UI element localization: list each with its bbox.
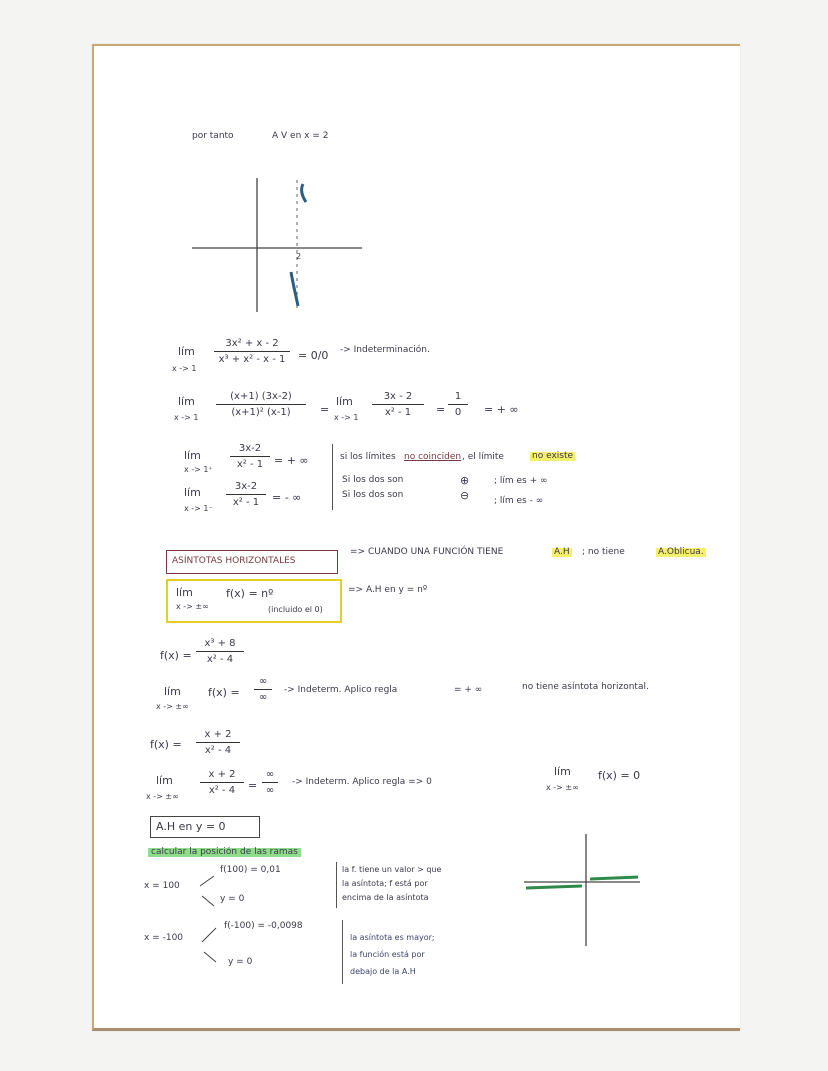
ex1-inf-fraction bbox=[254, 675, 272, 704]
lim2-lim: lím bbox=[178, 395, 195, 408]
ex2-eq: = bbox=[248, 779, 258, 792]
ex2-lden: x² - 4 bbox=[208, 785, 236, 796]
lim2-eq-b: = bbox=[436, 403, 446, 416]
ex2-den: x² - 4 bbox=[204, 745, 232, 756]
ex2-sub: x -> ±∞ bbox=[146, 792, 179, 801]
lim3-minus-lim: lím bbox=[184, 486, 201, 499]
lim2-fraction bbox=[216, 390, 306, 419]
lim1-den: x³ + x² - x - 1 bbox=[218, 354, 286, 365]
horizontal-aoblicua: A.Oblicua. bbox=[658, 547, 704, 557]
lim3-minus-num: 3x-2 bbox=[234, 481, 258, 492]
lim1-note: -> Indeterminación. bbox=[340, 345, 430, 355]
ex2-inf-fraction bbox=[262, 768, 278, 797]
lim3-note-c: , el límite bbox=[462, 452, 504, 462]
lim3-line3-c: ; lím es - ∞ bbox=[494, 496, 544, 506]
lim3-line3-a: Si los dos son bbox=[342, 490, 404, 500]
lim2-result: = + ∞ bbox=[484, 403, 519, 416]
lim1-sub: x -> 1 bbox=[172, 364, 197, 373]
box-note: (incluido el 0) bbox=[268, 605, 323, 614]
lim3-plus-lim: lím bbox=[184, 449, 201, 462]
axis-tick-label: 2 bbox=[296, 252, 302, 261]
lim3-minus-result: = - ∞ bbox=[272, 491, 302, 504]
ex2-f: f(x) = bbox=[150, 738, 182, 751]
vertical-asymptote-text: A V en x = 2 bbox=[272, 131, 329, 141]
ex2-ah: A.H en y = 0 bbox=[156, 820, 226, 833]
lim2-sub: x -> 1 bbox=[174, 413, 199, 422]
lim2-num: (x+1) (3x-2) bbox=[230, 391, 292, 402]
right-branch bbox=[590, 877, 638, 879]
lim2-eq: = bbox=[320, 403, 330, 416]
ex2-lim-r: lím bbox=[554, 765, 571, 778]
ex1-f: f(x) = bbox=[160, 649, 192, 662]
ex1-inf-den: ∞ bbox=[258, 692, 268, 703]
lim3-line2-c: ; lím es + ∞ bbox=[494, 476, 548, 486]
ex1-lim: lím bbox=[164, 685, 181, 698]
lim2-den-b: x² - 1 bbox=[384, 407, 412, 418]
lower-branch bbox=[291, 272, 298, 306]
ex1-note: -> Indeterm. Aplico regla bbox=[284, 685, 398, 695]
lim1-result: = 0/0 bbox=[298, 349, 329, 362]
ex2-fx-r: f(x) = 0 bbox=[598, 769, 641, 782]
ex2-lim: lím bbox=[156, 774, 173, 787]
horizontal-ah: A.H bbox=[554, 547, 570, 557]
por-tanto-text: por tanto bbox=[192, 131, 234, 141]
lim3-note-a: si los límites bbox=[340, 452, 396, 462]
lim3-plus-sub: x -> 1⁺ bbox=[184, 465, 213, 474]
ex1-den: x² - 4 bbox=[206, 654, 234, 665]
box-lim: lím bbox=[176, 586, 193, 599]
lim3-divider bbox=[332, 444, 333, 510]
lim3-plus-num: 3x-2 bbox=[238, 443, 262, 454]
lim2-fraction-c bbox=[448, 390, 468, 419]
lim3-plus-result: = + ∞ bbox=[274, 454, 309, 467]
lim2-num-b: 3x - 2 bbox=[383, 391, 413, 402]
lim3-minus-sub: x -> 1⁻ bbox=[184, 504, 213, 513]
pos-y1: y = 0 bbox=[220, 894, 245, 904]
pos-y2: y = 0 bbox=[228, 957, 253, 967]
horizontal-semicolon: ; no tiene bbox=[582, 547, 625, 557]
pos-x2: x = -100 bbox=[144, 933, 184, 943]
ex2-inf-den: ∞ bbox=[265, 785, 275, 796]
ex2-inf-num: ∞ bbox=[265, 769, 275, 780]
ex1-result: = + ∞ bbox=[454, 685, 483, 695]
horizontal-arrow-note: => CUANDO UNA FUNCIÓN TIENE bbox=[350, 547, 504, 557]
box-sub: x -> ±∞ bbox=[176, 602, 209, 611]
pos-f2: f(-100) = -0,0098 bbox=[224, 921, 303, 931]
pos-note1-c: encima de la asíntota bbox=[342, 893, 429, 902]
ex1-sub: x -> ±∞ bbox=[156, 702, 189, 711]
ex2-fraction bbox=[196, 728, 240, 757]
box-result: => A.H en y = nº bbox=[348, 585, 428, 595]
position-title: calcular la posición de las ramas bbox=[148, 848, 301, 857]
lim3-minus-den: x² - 1 bbox=[232, 497, 260, 508]
lim3-minus-fraction bbox=[226, 480, 266, 509]
box-f: f(x) = nº bbox=[226, 587, 274, 600]
lim2-num-c: 1 bbox=[454, 391, 462, 402]
lim2-sub-b: x -> 1 bbox=[334, 413, 359, 422]
lim2-fraction-b bbox=[372, 390, 424, 419]
ex2-num: x + 2 bbox=[204, 729, 232, 740]
lim3-plus-den: x² - 1 bbox=[236, 459, 264, 470]
lim1-fraction bbox=[214, 337, 290, 366]
pos-note1-a: la f. tiene un valor > que bbox=[342, 865, 442, 874]
ex2-lfraction bbox=[200, 768, 244, 797]
horizontal-title: ASÍNTOTAS HORIZONTALES bbox=[172, 556, 296, 566]
lim2-den: (x+1)² (x-1) bbox=[231, 407, 291, 418]
lim3-note-b: no coinciden bbox=[404, 452, 462, 462]
minus-circle-icon: ⊖ bbox=[460, 489, 470, 502]
ex2-sub-r: x -> ±∞ bbox=[546, 783, 579, 792]
lim3-plus-fraction bbox=[230, 442, 270, 471]
pos-divider-1 bbox=[336, 862, 337, 908]
horizontal-asymptote-graph bbox=[516, 830, 646, 950]
left-branch bbox=[526, 886, 582, 888]
pos-note2-b: la función está por bbox=[350, 950, 425, 959]
lim3-line2-a: Si los dos son bbox=[342, 475, 404, 485]
ex1-num: x³ + 8 bbox=[204, 638, 236, 649]
ex1-fx: f(x) = bbox=[208, 686, 240, 699]
lim1-lim: lím bbox=[178, 345, 195, 358]
vertical-asymptote-graph bbox=[190, 172, 370, 317]
lim2-den-c: 0 bbox=[454, 407, 462, 418]
ex1-fraction bbox=[196, 637, 244, 666]
pos-note2-a: la asíntota es mayor; bbox=[350, 933, 435, 942]
lim2-lim-b: lím bbox=[336, 395, 353, 408]
pos-divider-2 bbox=[342, 920, 343, 984]
pos-note2-c: debajo de la A.H bbox=[350, 967, 416, 976]
lim3-note-d: no existe bbox=[532, 451, 574, 461]
pos-f1: f(100) = 0,01 bbox=[220, 865, 281, 875]
plus-circle-icon: ⊕ bbox=[460, 474, 470, 487]
ex1-conclusion: no tiene asíntota horizontal. bbox=[522, 682, 649, 692]
ex2-note: -> Indeterm. Aplico regla => 0 bbox=[292, 777, 432, 787]
pos-note1-b: la asíntota; f está por bbox=[342, 879, 428, 888]
pos-x1: x = 100 bbox=[144, 881, 180, 891]
ex1-inf-num: ∞ bbox=[258, 676, 268, 687]
upper-branch bbox=[302, 184, 306, 202]
ex2-lnum: x + 2 bbox=[208, 769, 236, 780]
lim1-num: 3x² + x - 2 bbox=[225, 338, 279, 349]
